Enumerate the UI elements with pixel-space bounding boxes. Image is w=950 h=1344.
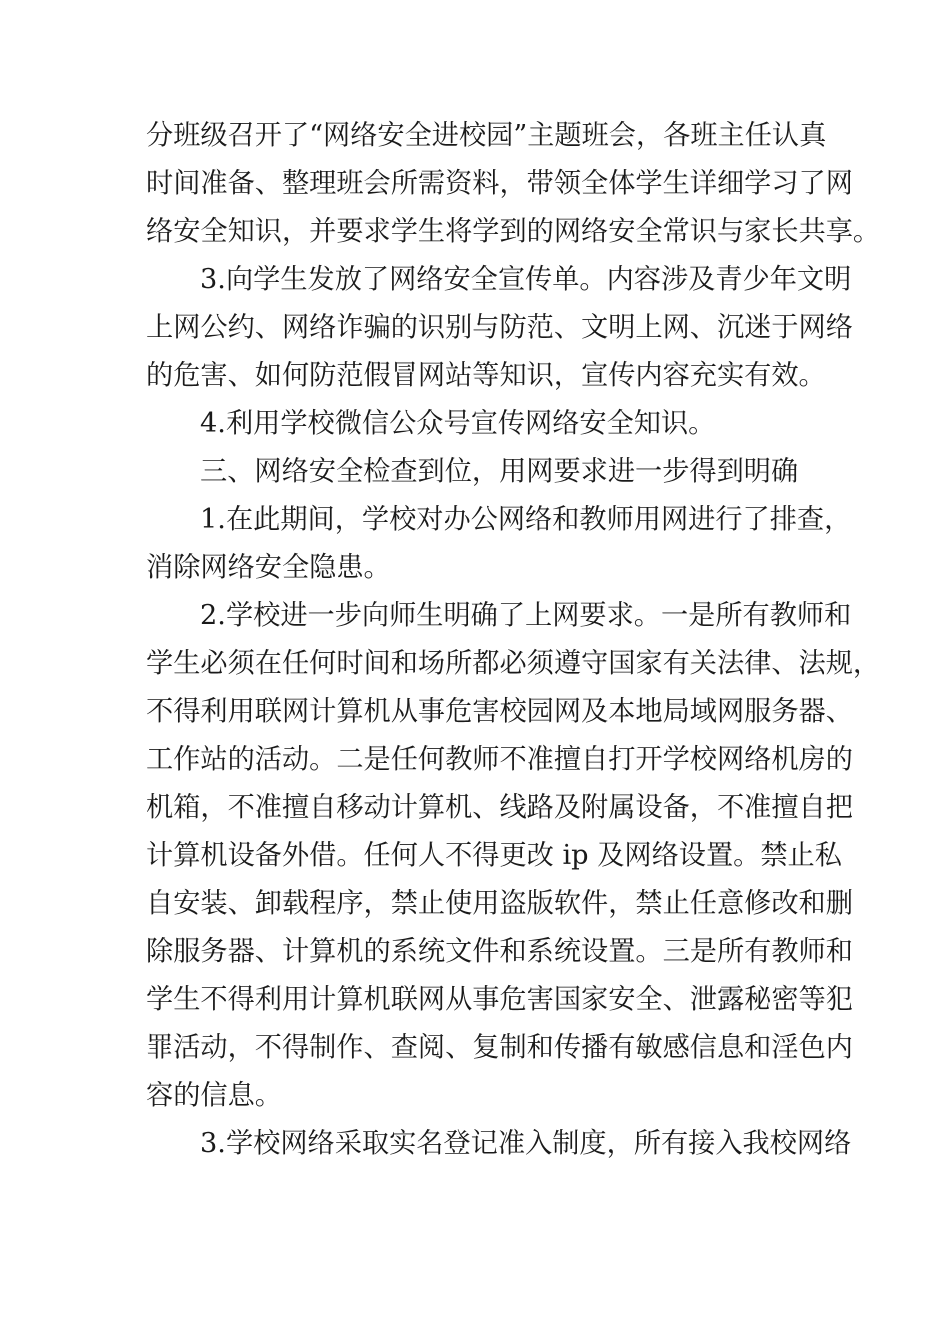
text-line: 2.学校进一步向师生明确了上网要求。一是所有教师和 bbox=[200, 600, 852, 631]
text-line: 学生不得利用计算机联网从事危害国家安全、泄露秘密等犯 bbox=[146, 984, 853, 1015]
text-line: 罪活动，不得制作、查阅、复制和传播有敏感信息和淫色内 bbox=[146, 1032, 853, 1063]
text-line: 不得利用联网计算机从事危害校园网及本地局域网服务器、 bbox=[146, 696, 853, 727]
text-line: 三、网络安全检查到位，用网要求进一步得到明确 bbox=[200, 456, 799, 487]
text-line: 计算机设备外借。任何人不得更改 ip 及网络设置。禁止私 bbox=[146, 840, 842, 871]
text-line: 学生必须在任何时间和场所都必须遵守国家有关法律、法规， bbox=[146, 648, 881, 679]
text-line: 4.利用学校微信公众号宣传网络安全知识。 bbox=[200, 408, 716, 439]
text-line: 分班级召开了“网络安全进校园”主题班会，各班主任认真 bbox=[146, 120, 827, 151]
body-text bbox=[146, 112, 881, 1168]
text-line: 的危害、如何防范假冒网站等知识，宣传内容充实有效。 bbox=[146, 360, 826, 391]
text-line: 时间准备、整理班会所需资料，带领全体学生详细学习了网 bbox=[146, 168, 853, 199]
text-line: 3.向学生发放了网络安全宣传单。内容涉及青少年文明 bbox=[200, 264, 852, 295]
text-line: 工作站的活动。二是任何教师不准擅自打开学校网络机房的 bbox=[146, 744, 853, 775]
text-line: 机箱，不准擅自移动计算机、线路及附属设备，不准擅自把 bbox=[146, 792, 853, 823]
text-line: 络安全知识，并要求学生将学到的网络安全常识与家长共享。 bbox=[146, 216, 881, 247]
text-line: 上网公约、网络诈骗的识别与防范、文明上网、沉迷于网络 bbox=[146, 312, 853, 343]
text-line: 容的信息。 bbox=[146, 1080, 282, 1111]
text-line: 1.在此期间，学校对办公网络和教师用网进行了排查， bbox=[200, 504, 852, 535]
text-line: 3.学校网络采取实名登记准入制度，所有接入我校网络 bbox=[200, 1128, 852, 1159]
text-line: 除服务器、计算机的系统文件和系统设置。三是所有教师和 bbox=[146, 936, 853, 967]
text-line: 自安装、卸载程序，禁止使用盗版软件，禁止任意修改和删 bbox=[146, 888, 853, 919]
text-line: 消除网络安全隐患。 bbox=[146, 552, 391, 583]
